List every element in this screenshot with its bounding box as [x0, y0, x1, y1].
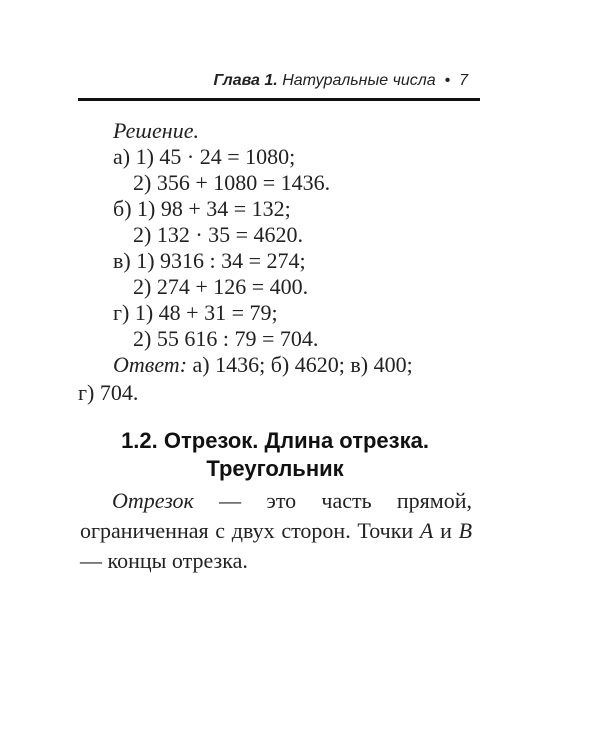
section-title-line2: Треугольник — [206, 456, 344, 481]
answer-continuation: г) 704. — [78, 380, 139, 405]
definition-term: Отрезок — [112, 488, 194, 513]
solution-line-a2: 2) 356 + 1080 = 1436. — [133, 170, 331, 195]
page-number: 7 — [459, 72, 468, 89]
solution-line-g2: 2) 55 616 : 79 = 704. — [133, 326, 319, 351]
point-b: B — [458, 518, 473, 543]
chapter-number: Глава 1. — [213, 72, 278, 89]
running-header — [78, 70, 480, 101]
section-title-line1: 1.2. Отрезок. Длина отрезка. — [121, 428, 429, 453]
solution-line-b2: 2) 132 · 35 = 4620. — [133, 222, 304, 247]
header-bullet: • — [444, 72, 451, 89]
definition-conj: и — [440, 518, 452, 543]
answer-text: а) 1436; б) 4620; в) 400; — [192, 352, 413, 377]
solution-line-g1: г) 1) 48 + 31 = 79; — [113, 300, 278, 325]
header-text — [214, 72, 468, 90]
definition-paragraph — [80, 486, 472, 576]
definition-text-1: — это часть прямой, ограниченная с двух сторон. Точки — [80, 488, 472, 543]
solution-line-a1: а) 1) 45 · 24 = 1080; — [113, 144, 296, 169]
chapter-title: Натуральные числа — [282, 72, 436, 89]
point-a: A — [419, 518, 434, 543]
solution-label: Решение. — [113, 118, 199, 143]
answer-line — [113, 352, 413, 378]
definition-text-2: — концы отрезка. — [80, 548, 248, 573]
answer-label: Ответ: — [113, 352, 188, 377]
solution-line-v1: в) 1) 9316 : 34 = 274; — [113, 248, 306, 273]
solution-line-v2: 2) 274 + 126 = 400. — [133, 274, 309, 299]
solution-line-b1: б) 1) 98 + 34 = 132; — [113, 196, 291, 221]
